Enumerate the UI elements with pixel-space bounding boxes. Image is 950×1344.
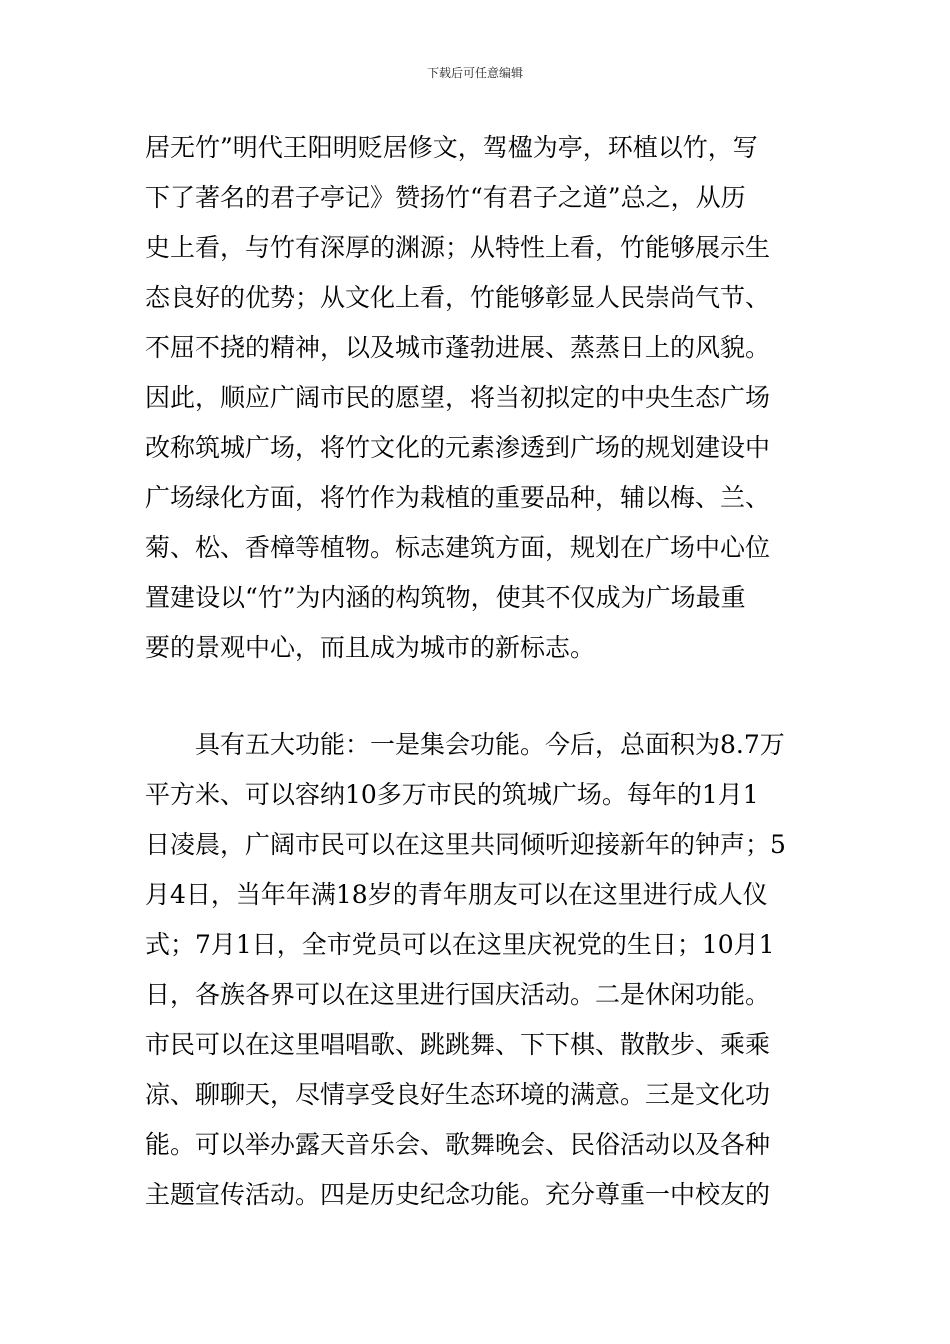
text-line: 月4日，当年年满18岁的青年朋友可以在这里进行成人仪 — [145, 880, 768, 909]
text-line: 居无竹”明代王阳明贬居修文，驾楹为亭，环植以竹，写 — [145, 133, 758, 162]
text-line: 日，各族各界可以在这里进行国庆活动。二是休闲功能。 — [145, 980, 771, 1009]
text-line: 下了著名的君子亭记》赞扬竹“有君子之道”总之，从历 — [145, 183, 746, 212]
text-line: 因此，顺应广阔市民的愿望，将当初拟定的中央生态广场 — [145, 383, 771, 412]
text-line: 菊、松、香樟等植物。标志建筑方面，规划在广场中心位 — [145, 533, 771, 562]
text-line: 平方米、可以容纳10多万市民的筑城广场。每年的1月1 — [145, 780, 759, 809]
text-line: 能。可以举办露天音乐会、歌舞晚会、民俗活动以及各种 — [145, 1130, 771, 1159]
text-line: 凉、聊聊天，尽情享受良好生态环境的满意。三是文化功 — [145, 1080, 771, 1109]
text-line: 主题宣传活动。四是历史纪念功能。充分尊重一中校友的 — [145, 1180, 771, 1209]
text-line: 市民可以在这里唱唱歌、跳跳舞、下下棋、散散步、乘乘 — [145, 1030, 771, 1059]
paragraph-2 — [145, 720, 815, 1220]
text-line: 具有五大功能：一是集会功能。今后，总面积为8.7万 — [145, 730, 785, 759]
text-line: 日凌晨，广阔市民可以在这里共同倾听迎接新年的钟声；5 — [145, 830, 786, 859]
text-line: 置建设以“竹”为内涵的构筑物，使其不仅成为广场最重 — [145, 583, 746, 612]
text-line: 不屈不挠的精神，以及城市蓬勃进展、蒸蒸日上的风貌。 — [145, 333, 771, 362]
text-line: 式；7月1日，全市党员可以在这里庆祝党的生日；10月1 — [145, 930, 775, 959]
text-line: 广场绿化方面，将竹作为栽植的重要品种，辅以梅、兰、 — [145, 483, 771, 512]
text-line: 史上看，与竹有深厚的渊源；从特性上看，竹能够展示生 — [145, 233, 771, 262]
page-header: 下载后可任意编辑 — [426, 66, 523, 80]
text-line: 要的景观中心，而且成为城市的新标志。 — [145, 633, 596, 662]
text-line: 态良好的优势；从文化上看，竹能够彰显人民崇尚气节、 — [145, 283, 771, 312]
paragraph-1 — [145, 123, 815, 673]
text-line: 改称筑城广场，将竹文化的元素渗透到广场的规划建设中 — [145, 433, 771, 462]
